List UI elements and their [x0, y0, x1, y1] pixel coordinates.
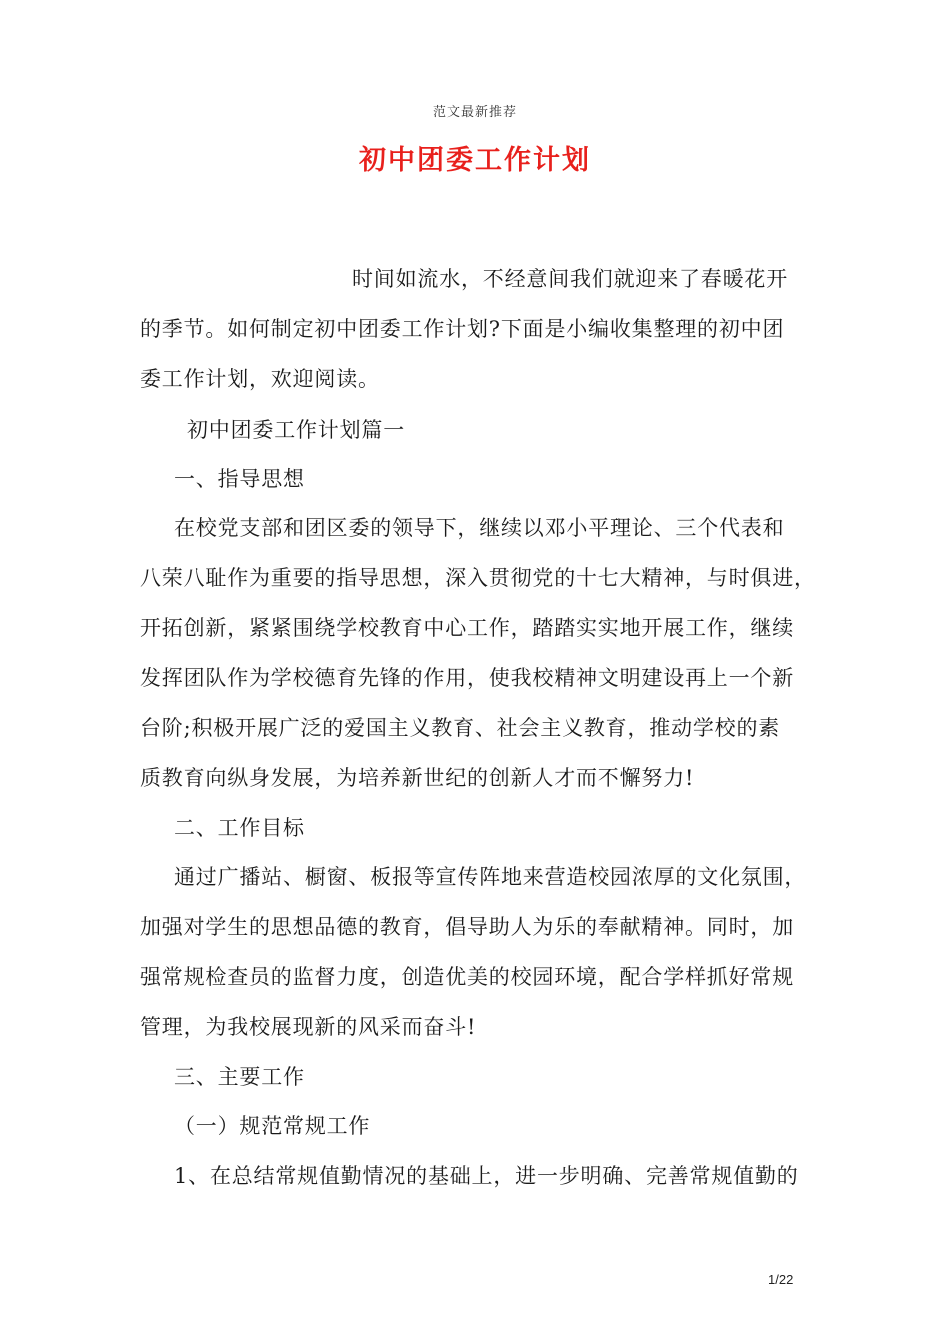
section-heading: 三、主要工作 — [174, 1065, 305, 1089]
paragraph-line: 质教育向纵身发展，为培养新世纪的创新人才而不懈努力! — [140, 766, 695, 790]
page-number: 1/22 — [768, 1272, 794, 1287]
paragraph-line: 时间如流水，不经意间我们就迎来了春暖花开 — [352, 267, 788, 291]
paragraph-line: 管理，为我校展现新的风采而奋斗! — [140, 1015, 477, 1039]
subsection-heading: （一）规范常规工作 — [174, 1114, 371, 1138]
paragraph-line: 发挥团队作为学校德育先锋的作用，使我校精神文明建设再上一个新 — [140, 666, 794, 690]
section-heading: 初中团委工作计划篇一 — [187, 418, 405, 442]
section-heading: 二、工作目标 — [174, 816, 305, 840]
paragraph-line: 开拓创新，紧紧围绕学校教育中心工作，踏踏实实地开展工作，继续 — [140, 616, 794, 640]
paragraph-line: 加强对学生的思想品德的教育，倡导助人为乐的奉献精神。同时，加 — [140, 915, 794, 939]
paragraph-line: 1、在总结常规值勤情况的基础上，进一步明确、完善常规值勤的 — [174, 1164, 799, 1188]
paragraph-line: 通过广播站、橱窗、板报等宣传阵地来营造校园浓厚的文化氛围， — [174, 865, 807, 889]
paragraph-line: 强常规检查员的监督力度，创造优美的校园环境，配合学样抓好常规 — [140, 965, 794, 989]
paragraph-line: 八荣八耻作为重要的指导思想，深入贯彻党的十七大精神，与时俱进， — [140, 566, 816, 590]
paragraph-line: 的季节。如何制定初中团委工作计划?下面是小编收集整理的初中团 — [140, 317, 785, 341]
paragraph-line: 委工作计划，欢迎阅读。 — [140, 367, 380, 391]
section-heading: 一、指导思想 — [174, 467, 305, 491]
paragraph-line: 在校党支部和团区委的领导下，继续以邓小平理论、三个代表和 — [174, 516, 785, 540]
document-title: 初中团委工作计划 — [359, 145, 591, 176]
paragraph-line: 台阶;积极开展广泛的爱国主义教育、社会主义教育，推动学校的素 — [140, 716, 781, 740]
page-header: 范文最新推荐 — [432, 105, 517, 120]
